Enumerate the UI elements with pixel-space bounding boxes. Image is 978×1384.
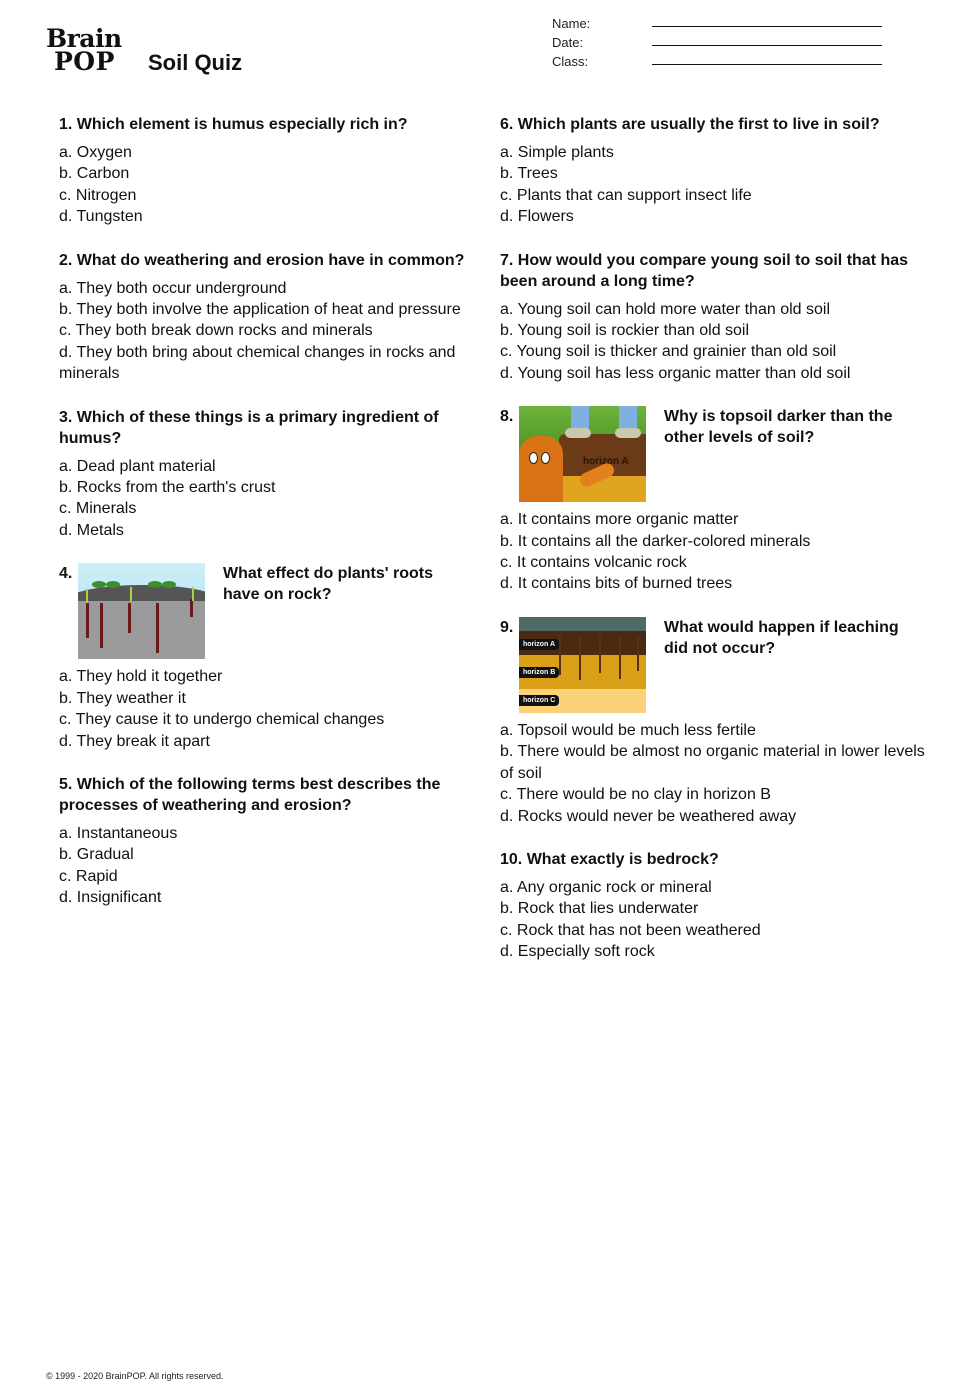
question-number: 9. xyxy=(500,618,514,636)
date-row xyxy=(552,31,882,50)
answer-option: c. Plants that can support insect life xyxy=(500,186,752,204)
answer-option: c. Minerals xyxy=(59,500,137,518)
answer-option: b. Rocks from the earth's crust xyxy=(59,479,276,497)
answer-option: c. It contains volcanic rock xyxy=(500,554,687,572)
question-6 xyxy=(500,114,930,228)
question-header xyxy=(59,563,489,659)
student-info-block xyxy=(552,12,882,69)
question-number: 8. xyxy=(500,408,514,426)
answer-option: c. There would be no clay in horizon B xyxy=(500,786,771,804)
name-field[interactable] xyxy=(652,16,882,27)
answer-option: d. It contains bits of burned trees xyxy=(500,575,733,593)
name-label: Name: xyxy=(552,16,591,31)
answer-option: a. Any organic rock or mineral xyxy=(500,878,712,896)
logo-line-1: Brain xyxy=(46,24,122,53)
answer-option: a. Dead plant material xyxy=(59,457,216,475)
question-text: 7. How would you compare young soil to soil that has been around a long time? xyxy=(500,251,909,290)
answer-option: a. Topsoil would be much less fertile xyxy=(500,721,756,739)
answer-option: b. They weather it xyxy=(59,689,186,707)
answer-option: d. Metals xyxy=(59,521,124,539)
answer-option: d. They both bring about chemical changes in rocks and minerals xyxy=(59,343,456,383)
class-row xyxy=(552,50,882,69)
question-text: 3. Which of these things is a primary ingredient of humus? xyxy=(59,408,439,447)
answer-option: c. Rock that has not been weathered xyxy=(500,921,761,939)
question-header xyxy=(500,617,930,713)
class-field[interactable] xyxy=(652,54,882,65)
answer-option: c. Nitrogen xyxy=(59,186,137,204)
question-1 xyxy=(59,114,489,228)
answer-option: a. Instantaneous xyxy=(59,824,178,842)
question-7 xyxy=(500,250,930,385)
answer-option: b. Gradual xyxy=(59,846,134,864)
question-10 xyxy=(500,849,930,963)
answer-option: b. Rock that lies underwater xyxy=(500,900,699,918)
question-4 xyxy=(59,563,489,752)
question-text: 10. What exactly is bedrock? xyxy=(500,850,719,868)
question-9 xyxy=(500,617,930,827)
answer-option: d. Especially soft rock xyxy=(500,943,655,961)
question-header xyxy=(500,406,930,502)
name-row xyxy=(552,12,882,31)
left-column xyxy=(59,114,489,931)
answer-option: a. They hold it together xyxy=(59,668,223,686)
right-column xyxy=(500,114,930,985)
answer-option: a. It contains more organic matter xyxy=(500,511,739,529)
answer-option: b. There would be almost no organic material in lower levels of soil xyxy=(500,743,925,782)
question-8 xyxy=(500,406,930,595)
answer-option: a. Oxygen xyxy=(59,144,132,161)
logo-line-2: POP xyxy=(54,47,115,76)
answer-option: c. Rapid xyxy=(59,867,118,885)
question-text: 2. What do weathering and erosion have in common? xyxy=(59,251,465,269)
question-number: 4. xyxy=(59,565,73,583)
answer-option: d. Rocks would never be weathered away xyxy=(500,807,797,825)
answer-option: b. It contains all the darker-colored minerals xyxy=(500,532,811,550)
horizon-a-label: horizon A xyxy=(583,456,629,468)
question-text: 5. Which of the following terms best describes the processes of weathering and erosion? xyxy=(59,775,441,814)
question-text: 6. Which plants are usually the first to live in soil? xyxy=(500,116,880,133)
page-title: Soil Quiz xyxy=(148,50,243,75)
question-5 xyxy=(59,774,489,909)
question-text: What effect do plants' roots have on rock? xyxy=(223,565,434,604)
question-2 xyxy=(59,250,489,385)
brainpop-logo xyxy=(46,24,122,76)
question-text: 1. Which element is humus especially rich in? xyxy=(59,116,408,133)
answer-option: a. Simple plants xyxy=(500,144,614,161)
answer-option: d. Flowers xyxy=(500,208,574,226)
soil-horizons-image xyxy=(519,617,646,713)
plants-roots-image xyxy=(78,563,205,659)
answer-option: d. Young soil has less organic matter than old soil xyxy=(500,364,851,382)
question-text: Why is topsoil darker than the other levels of soil? xyxy=(664,408,893,447)
class-label: Class: xyxy=(552,54,589,69)
answer-option: b. Young soil is rockier than old soil xyxy=(500,322,750,340)
answer-option: c. They cause it to undergo chemical changes xyxy=(59,711,385,729)
horizon-c-tag: horizon C xyxy=(519,695,559,706)
date-field[interactable] xyxy=(652,35,882,46)
answer-option: a. They both occur underground xyxy=(59,279,287,297)
answer-option: a. Young soil can hold more water than old soil xyxy=(500,300,830,318)
answer-option: b. Trees xyxy=(500,165,558,183)
date-label: Date: xyxy=(552,35,584,50)
horizon-a-tag: horizon A xyxy=(519,639,559,650)
answer-option: d. They break it apart xyxy=(59,732,210,750)
question-text: What would happen if leaching did not occur? xyxy=(664,618,899,657)
answer-option: b. Carbon xyxy=(59,165,130,183)
answer-option: c. They both break down rocks and minerals xyxy=(59,322,373,340)
answer-option: d. Insignificant xyxy=(59,889,162,907)
question-3 xyxy=(59,407,489,542)
moby-horizon-a-image xyxy=(519,406,646,502)
answer-option: d. Tungsten xyxy=(59,208,143,226)
horizon-b-tag: horizon B xyxy=(519,667,559,678)
answer-option: c. Young soil is thicker and grainier than old soil xyxy=(500,343,837,361)
copyright-footer: © 1999 - 2020 BrainPOP. All rights reserved. xyxy=(46,1371,224,1381)
answer-option: b. They both involve the application of heat and pressure xyxy=(59,301,461,319)
